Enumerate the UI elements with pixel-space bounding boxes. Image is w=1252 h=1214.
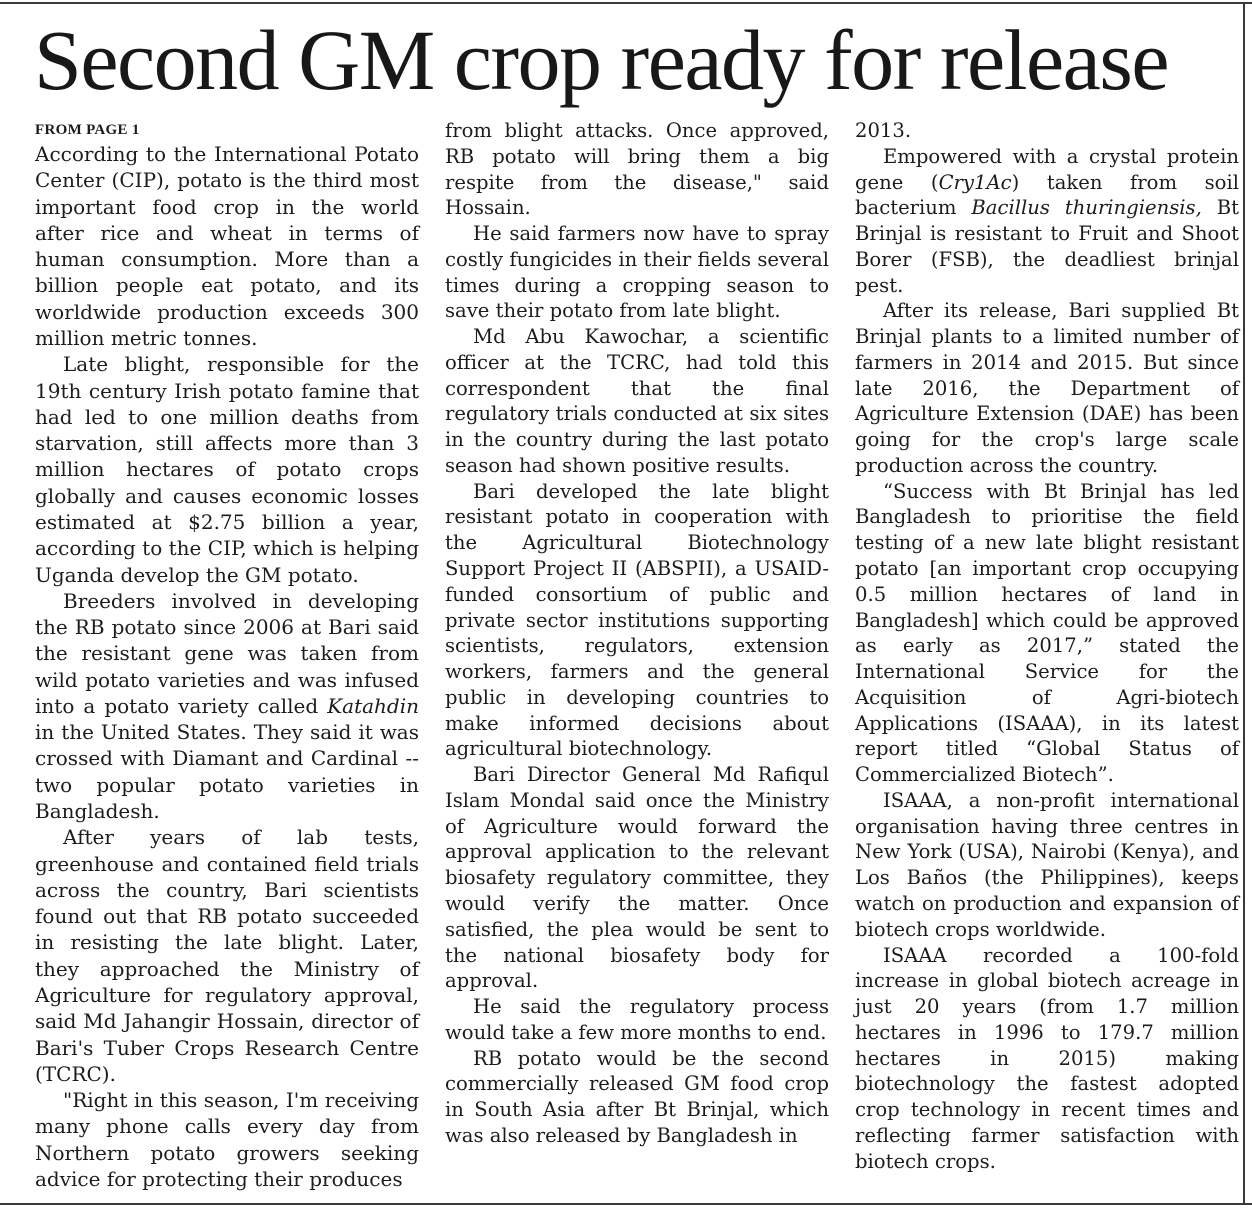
article-paragraph: from blight attacks. Once approved, RB potato will bring them a big respite from the disease," said Hossain. xyxy=(445,119,829,220)
article-paragraph: Bari Director General Md Rafiqul Islam Mondal said once the Ministry of Agriculture would forward the approval application to the relevant biosafety regulatory committee, they would verify the matter. Once satisfied, the plea would be sent to the national biosafety body for approval. xyxy=(445,763,829,993)
article-paragraph: "Right in this season, I'm receiving many phone calls every day from Northern potato growers seeking advice for protecting their produces xyxy=(35,1088,419,1191)
article-paragraph: He said farmers now have to spray costly fungicides in their fields several times during a cropping season to save their potato from late blight. xyxy=(445,222,829,323)
article-column-3 xyxy=(855,118,1239,1174)
article-paragraph: According to the International Potato Center (CIP), potato is the third most important food crop in the world after rice and wheat in terms of human consumption. More than a billion people eat potato, and its worldwide production exceeds 300 million metric tonnes. xyxy=(35,142,419,350)
article-paragraph: He said the regulatory process would take a few more months to end. xyxy=(445,995,829,1044)
article-paragraph: ISAAA recorded a 100-fold increase in global biotech acreage in just 20 years (from 1.7 million hectares in 1996 to 179.7 million hectares in 2015) making biotechnology the fastest adopted crop technology in recent times and reflecting farmer satisfaction with biotech crops. xyxy=(855,943,1239,1173)
right-rule xyxy=(1243,2,1245,1205)
article-paragraph: Md Abu Kawochar, a scientific officer at the TCRC, had told this correspondent that the final regulatory trials conducted at six sites in the country during the last potato season had shown positive results. xyxy=(445,325,829,477)
article-paragraph: Breeders involved in developing the RB potato since 2006 at Bari said the resistant gene was taken from wild potato varieties and was infused into a potato variety called Katahdin in the United States. They said it was crossed with Diamant and Cardinal -- two popular potato varieties in Bangladesh. xyxy=(35,588,419,824)
headline: Second GM crop ready for release xyxy=(34,12,1168,108)
article-paragraph: “Success with Bt Brinjal has led Bangladesh to prioritise the field testing of a new late blight resistant potato [an important crop occupying 0.5 million hectares of land in Bangladesh] which could be approved as early as 2017,” stated the International Service for the Acquisition of Agri-biotech Applications (ISAAA), in its latest report titled “Global Status of Commercialized Biotech”. xyxy=(855,479,1239,787)
article-paragraph: RB potato would be the second commercially released GM food crop in South Asia after Bt Brinjal, which was also released by Bangladesh in xyxy=(445,1046,829,1147)
article-paragraph: Bari developed the late blight resistant potato in cooperation with the Agricultural Biotechnology Support Project II (ABSPII), a USAID-funded consortium of public and private sector institutions supporting scientists, regulators, extension workers, farmers and the general public in developing countries to make informed decisions about agricultural biotechnology. xyxy=(445,479,829,761)
article-column-1 xyxy=(35,118,419,1192)
article-paragraph: Empowered with a crystal protein gene (Cry1Ac) taken from soil bacterium Bacillus thuringiensis, Bt Brinjal is resistant to Fruit and Shoot Borer (FSB), the deadliest brinjal pest. xyxy=(855,144,1239,297)
kicker-from-page: FROM PAGE 1 xyxy=(35,122,140,138)
article-paragraph: 2013. xyxy=(855,119,912,142)
article-paragraph: Late blight, responsible for the 19th century Irish potato famine that had led to one million deaths from starvation, still affects more than 3 million hectares of potato crops globally and causes economic losses estimated at $2.75 billion a year, according to the CIP, which is helping Uganda develop the GM potato. xyxy=(35,352,419,587)
article-paragraph: After its release, Bari supplied Bt Brinjal plants to a limited number of farmers in 2014 and 2015. But since late 2016, the Department of Agriculture Extension (DAE) has been going for the crop's large scale production across the country. xyxy=(855,299,1239,477)
article-paragraph: After years of lab tests, greenhouse and contained field trials across the country, Bari scientists found out that RB potato succeeded in resisting the late blight. Later, they approached the Ministry of Agriculture for regulatory approval, said Md Jahangir Hossain, director of Bari's Tuber Crops Research Centre (TCRC). xyxy=(35,825,419,1086)
bottom-rule xyxy=(0,1203,1252,1205)
top-rule xyxy=(0,2,1252,4)
article-paragraph: ISAAA, a non-profit international organisation having three centres in New York (USA), Nairobi (Kenya), and Los Baños (the Philippines), keeps watch on production and expansion of biotech crops worldwide. xyxy=(855,788,1239,941)
article-column-2 xyxy=(445,118,829,1149)
